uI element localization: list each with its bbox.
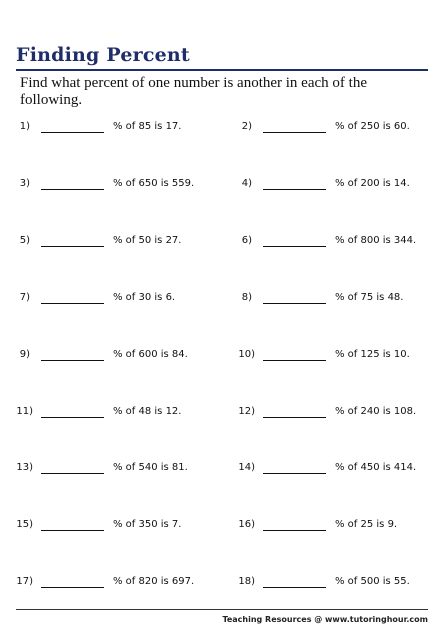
problem-number: 10): [238, 349, 255, 360]
problem-text: % of 50 is 27.: [113, 235, 182, 246]
answer-blank[interactable]: [41, 189, 104, 190]
problem-text: % of 650 is 559.: [113, 178, 195, 189]
problem-text: % of 800 is 344.: [335, 235, 417, 246]
problem-15: [16, 519, 211, 539]
problem-text: % of 75 is 48.: [335, 292, 404, 303]
problem-number: 1): [19, 121, 30, 132]
problem-number: 9): [19, 349, 30, 360]
answer-blank[interactable]: [41, 246, 104, 247]
problem-8: [241, 292, 433, 312]
problem-number: 14): [238, 462, 255, 473]
problem-number: 3): [19, 178, 30, 189]
problem-text: % of 450 is 414.: [335, 462, 417, 473]
problem-14: [238, 462, 433, 482]
problem-9: [19, 349, 211, 369]
worksheet-title: Finding Percent: [16, 44, 190, 66]
answer-blank[interactable]: [41, 473, 104, 474]
problem-number: 6): [241, 235, 252, 246]
answer-blank[interactable]: [263, 132, 326, 133]
problem-11: [16, 406, 211, 426]
answer-blank[interactable]: [41, 132, 104, 133]
problem-number: 7): [19, 292, 30, 303]
title-divider: [16, 69, 428, 71]
problem-text: % of 600 is 84.: [113, 349, 188, 360]
answer-blank[interactable]: [263, 360, 326, 361]
problem-text: % of 30 is 6.: [113, 292, 176, 303]
problem-number: 11): [16, 406, 33, 417]
answer-blank[interactable]: [41, 587, 104, 588]
problem-text: % of 500 is 55.: [335, 576, 410, 587]
answer-blank[interactable]: [263, 530, 326, 531]
problem-5: [19, 235, 211, 255]
problem-12: [238, 406, 433, 426]
problem-7: [19, 292, 211, 312]
problem-number: 8): [241, 292, 252, 303]
problem-text: % of 240 is 108.: [335, 406, 417, 417]
answer-blank[interactable]: [41, 360, 104, 361]
problem-text: % of 25 is 9.: [335, 519, 398, 530]
footer-credit: Teaching Resources @ www.tutoringhour.com: [222, 615, 428, 624]
problem-13: [16, 462, 211, 482]
problem-text: % of 540 is 81.: [113, 462, 188, 473]
problem-number: 16): [238, 519, 255, 530]
problem-3: [19, 178, 211, 198]
answer-blank[interactable]: [263, 246, 326, 247]
problem-number: 18): [238, 576, 255, 587]
problem-number: 2): [241, 121, 252, 132]
answer-blank[interactable]: [41, 303, 104, 304]
problem-2: [241, 121, 433, 141]
problem-text: % of 250 is 60.: [335, 121, 410, 132]
answer-blank[interactable]: [41, 530, 104, 531]
problem-number: 4): [241, 178, 252, 189]
problem-number: 5): [19, 235, 30, 246]
problem-text: % of 48 is 12.: [113, 406, 182, 417]
problem-4: [241, 178, 433, 198]
problem-1: [19, 121, 211, 141]
problem-text: % of 125 is 10.: [335, 349, 410, 360]
footer-divider: [16, 609, 428, 610]
problem-6: [241, 235, 433, 255]
problem-text: % of 820 is 697.: [113, 576, 195, 587]
answer-blank[interactable]: [263, 189, 326, 190]
problem-10: [238, 349, 433, 369]
answer-blank[interactable]: [41, 417, 104, 418]
problem-18: [238, 576, 433, 596]
answer-blank[interactable]: [263, 417, 326, 418]
problem-text: % of 350 is 7.: [113, 519, 182, 530]
problem-text: % of 200 is 14.: [335, 178, 410, 189]
answer-blank[interactable]: [263, 303, 326, 304]
problem-number: 12): [238, 406, 255, 417]
problem-number: 15): [16, 519, 33, 530]
problem-16: [238, 519, 433, 539]
problem-text: % of 85 is 17.: [113, 121, 182, 132]
problem-number: 13): [16, 462, 33, 473]
instructions: Find what percent of one number is another in each of the following.: [20, 75, 367, 108]
answer-blank[interactable]: [263, 473, 326, 474]
problem-number: 17): [16, 576, 33, 587]
answer-blank[interactable]: [263, 587, 326, 588]
problem-17: [16, 576, 211, 596]
